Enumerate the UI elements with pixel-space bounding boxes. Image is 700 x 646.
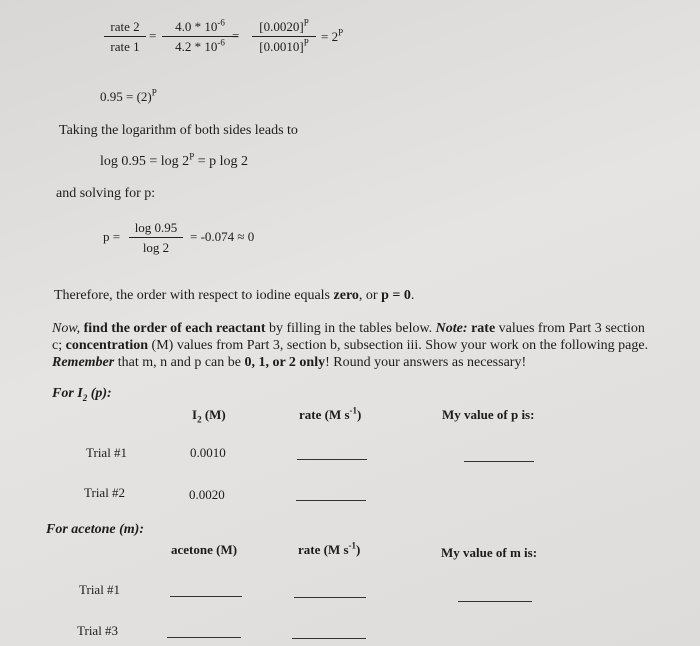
log-equation: $\log 0.95 = \log 2^P = p$ log 2 (100, 151, 248, 169)
iodine-trial1-label: Trial #1 (86, 445, 128, 460)
acetone-col-value: My value of m is: (441, 545, 538, 560)
conclusion-text: Therefore, the order with respect to iodine equals zero, or p = 0. (54, 288, 415, 303)
iodine-col-rate: rate (M $s^{-1}$) (299, 405, 362, 422)
result-2p: = $2^P$ (321, 27, 344, 44)
concentration-ratio-fraction (252, 19, 316, 55)
iodine-col-conc: $I_2$ (M) (192, 407, 226, 425)
equation-095: $0.95 = (2)^P$ (100, 87, 157, 104)
log2: log 2 (142, 240, 170, 255)
rate2-value: $4.0 * 10^{-6}$ (162, 19, 238, 37)
acetone-col-conc: acetone (M) (171, 542, 238, 557)
rate-ratio-fraction (104, 19, 146, 55)
iodine-trial1-rate-blank[interactable] (297, 459, 367, 460)
rate1-label: rate 1 (110, 39, 140, 54)
acetone-trial3-conc-blank[interactable] (167, 637, 241, 638)
acetone-trial3-label: Trial #3 (77, 623, 119, 638)
solving-text: and solving for p: (56, 186, 156, 201)
acetone-trial1-rate-blank[interactable] (294, 597, 366, 598)
iodine-heading: For $I_2$ (p): (52, 386, 112, 403)
m-value-blank[interactable] (458, 601, 532, 602)
acetone-heading: For acetone (m): (46, 522, 144, 537)
conc-numerator: $[0.0020]^P$ (252, 19, 316, 37)
rate-values-fraction (162, 19, 238, 55)
iodine-trial2-rate-blank[interactable] (296, 500, 366, 501)
acetone-trial1-conc-blank[interactable] (170, 596, 242, 597)
p-value-blank[interactable] (464, 461, 534, 462)
rate2-label: rate 2 (104, 19, 146, 37)
conc-denominator: $[0.0010]^P$ (259, 37, 309, 54)
instructions-line3: Remember that m, n and p can be 0, 1, or 2 only! Round your answers as necessary! (52, 355, 527, 370)
rate1-value: $4.2 * 10^{-6}$ (175, 37, 225, 54)
instructions-line2: c; concentration (M) values from Part 3, section b, subsection iii. Show your work on the following page. (52, 338, 649, 353)
iodine-trial1-conc: 0.0010 (190, 445, 226, 460)
instructions-line1: Now, find the order of each reactant by filling in the tables below. Note: rate values from Part 3 section (52, 321, 645, 336)
iodine-col-value: My value of p is: (442, 407, 535, 422)
acetone-trial3-rate-blank[interactable] (292, 638, 366, 639)
acetone-col-rate: rate (M $s^{-1}$) (298, 540, 361, 557)
acetone-trial1-label: Trial #1 (79, 582, 121, 597)
log095: log 0.95 (129, 220, 183, 238)
equals-sign: = (149, 28, 157, 43)
log-ratio-fraction (129, 220, 183, 256)
p-result: = -0.074 ≈ 0 (190, 229, 255, 244)
equals-sign: = (232, 28, 240, 43)
p-equals: p = (103, 229, 121, 244)
iodine-trial2-conc: 0.0020 (189, 487, 225, 502)
log-intro-text: Taking the logarithm of both sides leads to (59, 123, 298, 138)
iodine-trial2-label: Trial #2 (84, 485, 126, 500)
